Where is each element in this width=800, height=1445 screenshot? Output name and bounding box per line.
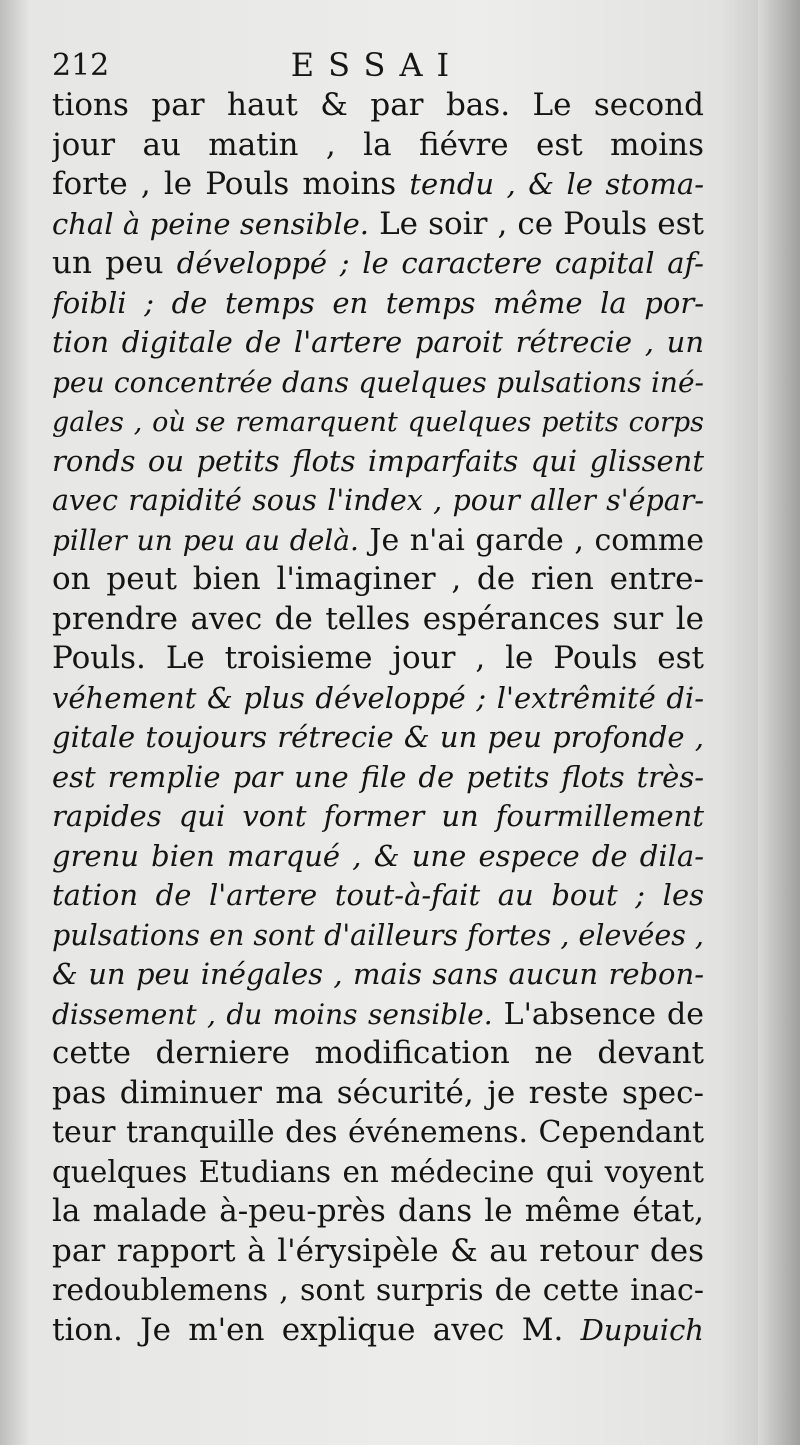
text-line: [52, 165, 704, 205]
italic-text-run: & un peu inégales , mais sans aucun rebon-: [52, 957, 704, 991]
text-line: [52, 1311, 704, 1351]
text-line: [52, 718, 704, 758]
roman-text-run: cette derniere modification ne devant: [52, 1035, 704, 1071]
text-line: [52, 86, 704, 126]
roman-text-run: Pouls. Le troisieme jour , le Pouls est: [52, 640, 704, 676]
page-header: [52, 40, 702, 88]
roman-text-run: teur tranquille des événemens. Cependant: [52, 1115, 704, 1150]
italic-text-run: dissement , du moins sensible.: [52, 997, 493, 1031]
italic-text-run: foibli ; de temps en temps même la por-: [52, 285, 704, 320]
text-line: [52, 284, 704, 324]
italic-text-run: pulsations en sont d'ailleurs fortes , elevées ,: [52, 918, 704, 952]
roman-text-run: quelques Etudians en médecine qui voyent: [52, 1154, 704, 1189]
italic-text-run: avec rapidité sous l'index , pour aller s'épar-: [52, 484, 704, 517]
text-line: [52, 758, 704, 798]
text-line: [52, 679, 704, 719]
italic-text-run: peu concentrée dans quelques pulsations iné-: [52, 365, 704, 399]
roman-text-run: tions par haut & par bas. Le second: [52, 87, 704, 123]
text-line: [52, 837, 704, 877]
text-line: [52, 797, 704, 837]
text-line: [52, 323, 704, 363]
italic-text-run: rapides qui vont former un fourmillement: [52, 799, 704, 833]
roman-text-run: la malade à-peu-près dans le même état,: [52, 1193, 704, 1229]
italic-text-run: est remplie par une file de petits flots très-: [52, 759, 704, 794]
text-line: [52, 1153, 704, 1193]
roman-text-run: pas diminuer ma sécurité, je reste spec-: [52, 1074, 704, 1111]
italic-text-run: développé ; le caractere capital af-: [176, 246, 704, 280]
text-line: [52, 481, 704, 521]
text-line: [52, 521, 704, 561]
text-line: [52, 244, 704, 284]
text-line: [52, 955, 704, 995]
text-line: [52, 916, 704, 956]
text-line: [52, 600, 704, 640]
text-line: [52, 1034, 704, 1074]
roman-text-run: Le soir , ce Pouls est: [369, 205, 704, 242]
text-line: [52, 876, 704, 916]
italic-text-run: tion digitale de l'artere paroit rétrecie , un: [52, 325, 704, 359]
page-number: 212: [52, 48, 110, 83]
text-line: [52, 1113, 704, 1153]
italic-text-run: chal à peine sensible.: [52, 206, 370, 241]
italic-text-run: grenu bien marqué , & une espece de dila-: [52, 838, 704, 873]
text-line: [52, 1192, 704, 1232]
roman-text-run: un peu: [52, 245, 177, 281]
text-line: [52, 205, 704, 245]
roman-text-run: jour au matin , la fiévre est moins: [52, 126, 704, 163]
italic-text-run: gales , où se remarquent quelques petits corps: [52, 407, 704, 438]
text-line: [52, 1271, 704, 1311]
roman-text-run: on peut bien l'imaginer , de rien entre-: [52, 561, 704, 597]
italic-text-run: ronds ou petits flots imparfaits qui glissent: [52, 443, 704, 478]
roman-text-run: prendre avec de telles espérances sur le: [52, 600, 704, 637]
text-line: [52, 442, 704, 482]
italic-text-run: Dupuich: [580, 1312, 704, 1347]
italic-text-run: tation de l'artere tout-à-fait au bout ; les: [52, 878, 704, 912]
text-line: [52, 560, 704, 600]
roman-text-run: L'absence de: [492, 996, 704, 1032]
text-line: [52, 995, 704, 1035]
roman-text-run: tion. Je m'en explique avec M.: [52, 1311, 581, 1348]
body-text: [52, 86, 704, 1350]
page-gutter-shadow: [758, 0, 800, 1445]
italic-text-run: gitale toujours rétrecie & un peu profonde ,: [52, 720, 704, 754]
text-line: [52, 639, 704, 679]
roman-text-run: forte , le Pouls moins: [52, 166, 410, 202]
roman-text-run: par rapport à l'érysipèle & au retour des: [52, 1232, 704, 1269]
text-line: [52, 1232, 704, 1272]
running-title: ESSAI: [290, 46, 464, 84]
roman-text-run: redoublemens , sont surpris de cette inac-: [52, 1273, 704, 1308]
text-line: [52, 1074, 704, 1114]
roman-text-run: Je n'ai garde , comme: [358, 522, 704, 558]
italic-text-run: piller un peu au delà.: [52, 523, 359, 557]
text-line: [52, 126, 704, 166]
text-line: [52, 363, 704, 403]
italic-text-run: tendu , & le stoma-: [409, 167, 704, 201]
italic-text-run: véhement & plus développé ; l'extrêmité di-: [52, 680, 704, 715]
text-line: [52, 402, 704, 442]
